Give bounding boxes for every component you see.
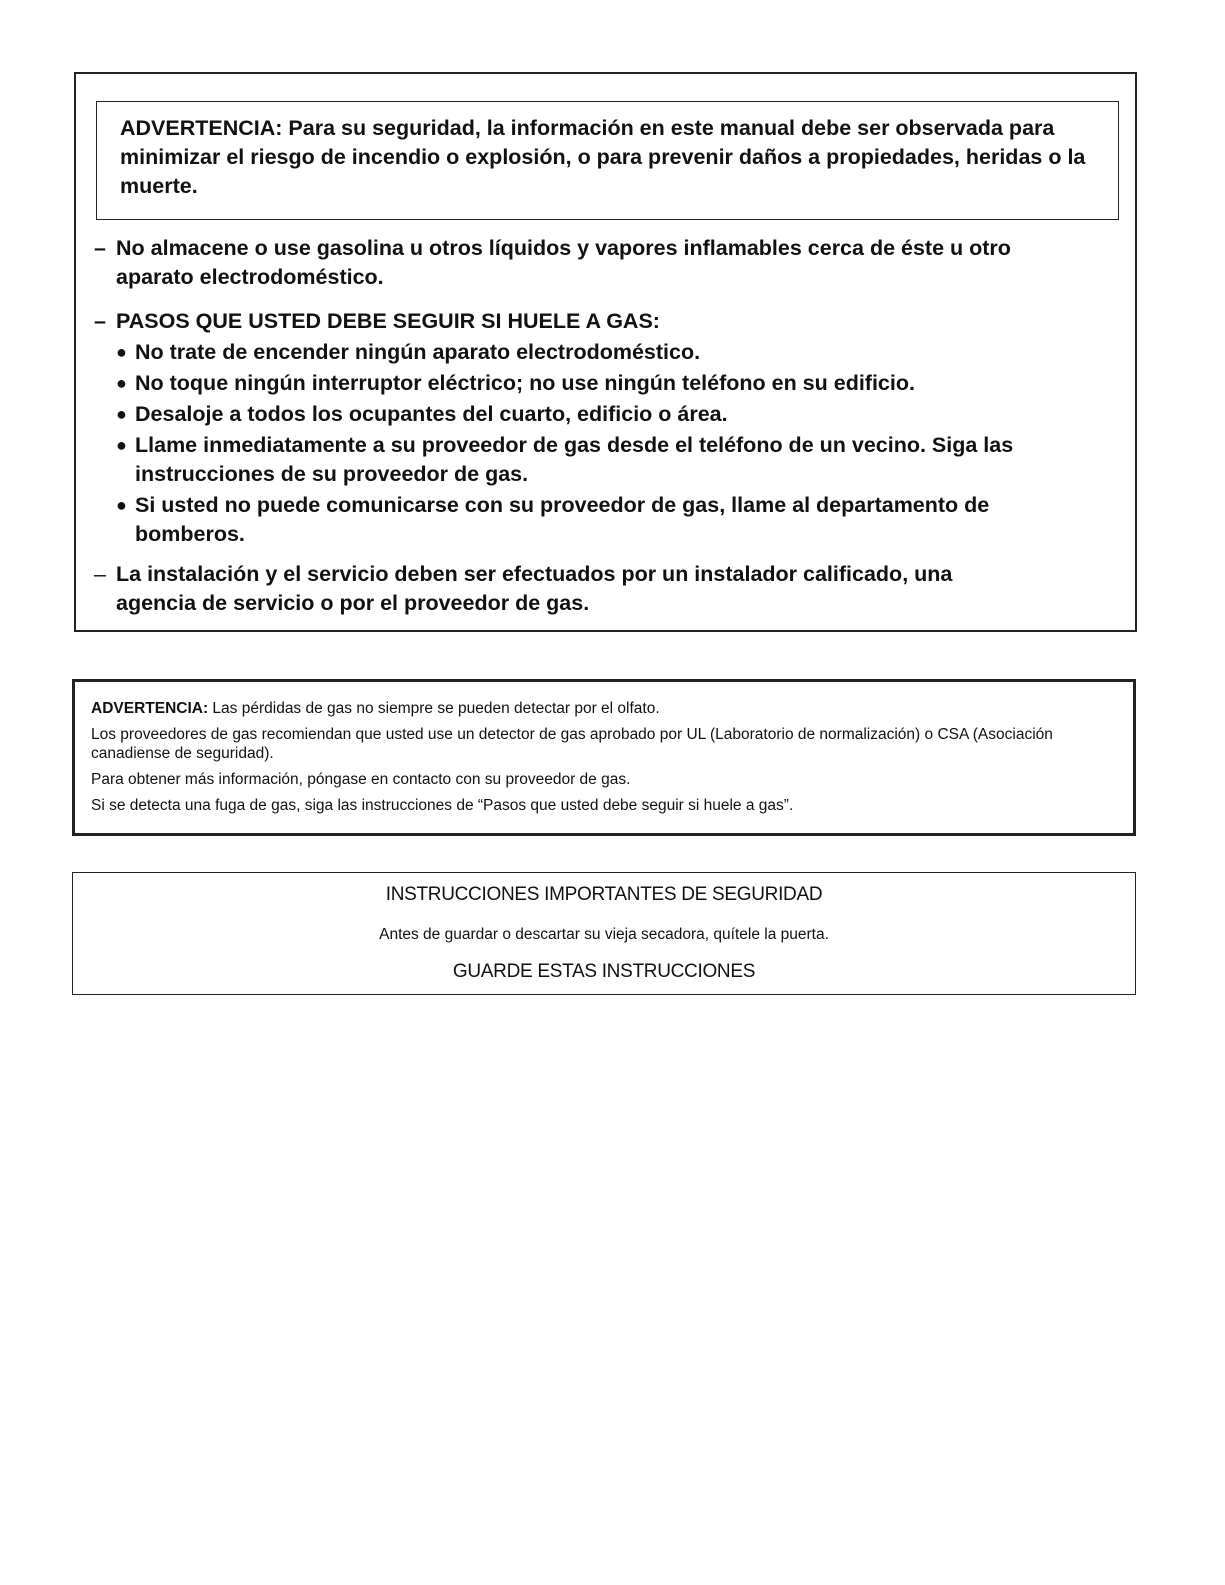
no-store-gasoline-item (94, 234, 1124, 292)
safety-instructions-box (72, 872, 1136, 995)
steps-heading: PASOS QUE USTED DEBE SEGUIR SI HUELE A GAS: (116, 309, 660, 333)
gas-detector-paragraph: Los proveedores de gas recomiendan que usted use un detector de gas aprobado por UL (Laboratorio de normalización) o CSA (Asociación canadiense de seguridad). (91, 726, 1053, 762)
bullet-icon: ● (116, 495, 127, 515)
item3-line1: La instalación y el servicio deben ser efectuados por un instalador calificado, una (116, 562, 953, 586)
bullet-item: ● Llame inmediatamente a su proveedor de gas desde el teléfono de un vecino. Siga las instrucciones de su proveedor de gas. (94, 431, 1036, 489)
safety-text: Antes de guardar o descartar su vieja secadora, quítele la puerta. (379, 926, 829, 943)
contact-provider-paragraph: Para obtener más información, póngase en contacto con su proveedor de gas. (91, 771, 631, 788)
dash-mark: – (94, 309, 106, 333)
bullet-icon: ● (116, 435, 127, 455)
safety-footer: GUARDE ESTAS INSTRUCCIONES (452, 961, 756, 982)
bullet-item: ● Si usted no puede comunicarse con su proveedor de gas, llame al departamento de bomberos. (94, 491, 1076, 549)
warning-label: ADVERTENCIA: (91, 700, 209, 717)
warning-box (74, 72, 1137, 632)
bullet-item: ● No trate de encender ningún aparato electrodoméstico. (94, 338, 1124, 367)
bullet-icon: ● (116, 342, 127, 362)
safety-title: INSTRUCCIONES IMPORTANTES DE SEGURIDAD (385, 884, 823, 905)
gas-warning-line: ADVERTENCIA: Las pérdidas de gas no siempre se pueden detectar por el olfato. (91, 700, 660, 717)
item3-line2: agencia de servicio o por el proveedor de gas. (116, 591, 590, 615)
leak-instructions-paragraph: Si se detecta una fuga de gas, siga las instrucciones de “Pasos que usted debe seguir si huele a gas”. (91, 797, 794, 814)
gas-steps-item (94, 307, 1124, 549)
bullet-icon: ● (116, 373, 127, 393)
bullet-item: ● No toque ningún interruptor eléctrico; no use ningún teléfono en su edificio. (94, 369, 1124, 398)
bullet-icon: ● (116, 404, 127, 424)
installation-item (94, 560, 1124, 618)
gas-leak-warning-box (72, 679, 1136, 836)
item1-line2: aparato electrodoméstico. (116, 265, 384, 289)
item1-line1: No almacene o use gasolina u otros líquidos y vapores inflamables cerca de éste u otro (116, 236, 1011, 260)
dash-mark: – (94, 562, 106, 586)
bullet-item: ● Desaloje a todos los ocupantes del cuarto, edificio o área. (94, 400, 1124, 429)
inner-warning-text: ADVERTENCIA: Para su seguridad, la información en este manual debe ser observada para minimizar el riesgo de incendio o explosión, o para prevenir daños a propiedades, heridas o la muerte. (120, 116, 1086, 198)
dash-mark: – (94, 236, 106, 260)
inner-warning (96, 101, 1119, 220)
